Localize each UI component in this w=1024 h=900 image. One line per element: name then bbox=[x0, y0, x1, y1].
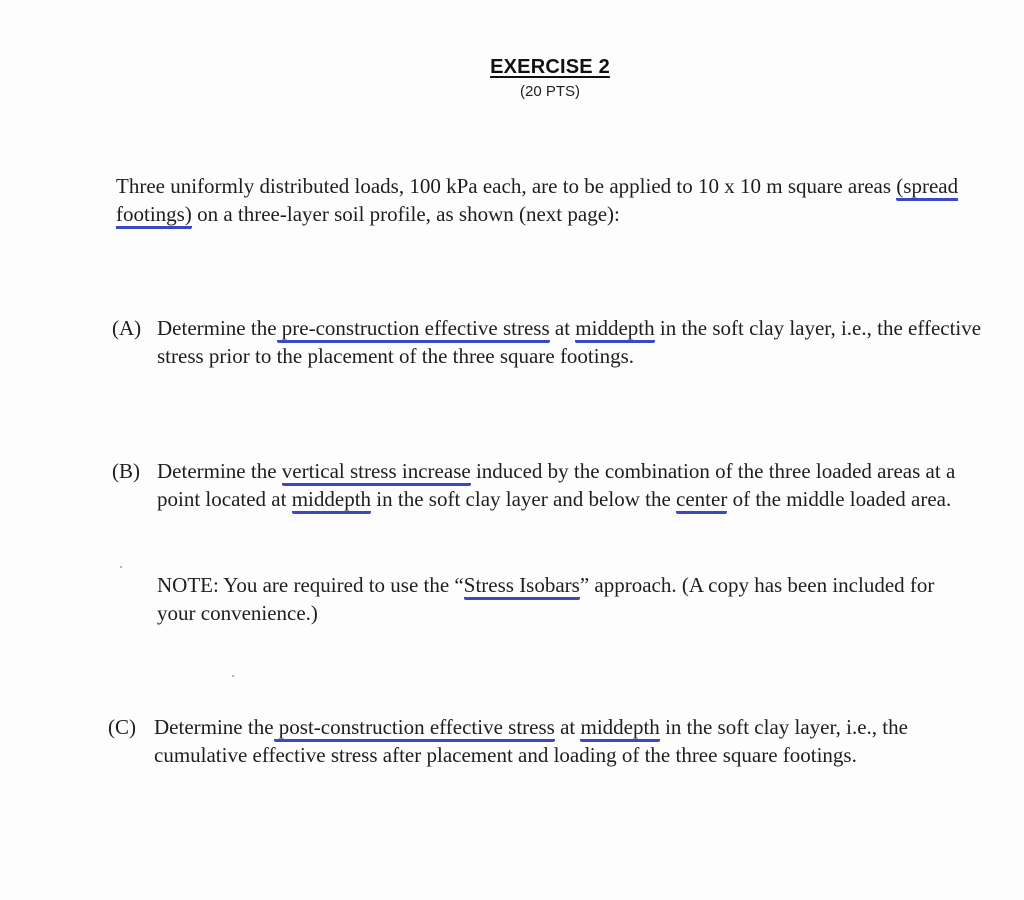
question-a-text-2: at bbox=[549, 316, 576, 340]
exercise-points: (20 PTS) bbox=[519, 83, 580, 100]
question-b-text-4: of the middle loaded area. bbox=[727, 487, 952, 511]
question-c-text-1: Determine the bbox=[154, 715, 274, 739]
question-c-text bbox=[154, 713, 988, 769]
question-a bbox=[112, 314, 992, 370]
question-b-underlined-3: center bbox=[676, 487, 727, 514]
question-c bbox=[108, 713, 988, 769]
question-a-underlined-1: pre-construction effective stress bbox=[277, 316, 550, 343]
question-c-text-2: at bbox=[554, 715, 581, 739]
question-b-label: (B) bbox=[112, 459, 140, 483]
question-b-text-3: in the soft clay layer and below the bbox=[371, 487, 677, 511]
question-c-text-3: in the soft clay layer, i.e., the cumulative effective stress after placement and loading of the three square footings. bbox=[154, 715, 908, 767]
note-paragraph bbox=[157, 571, 977, 627]
intro-paragraph bbox=[116, 172, 996, 228]
question-a-text-1: Determine the bbox=[157, 316, 277, 340]
note-text-2: ” approach. (A copy has been included for your convenience.) bbox=[157, 573, 935, 625]
question-a-text-3: in the soft clay layer, i.e., the effective stress prior to the placement of the three square footings. bbox=[157, 316, 982, 368]
question-b-underlined-2: middepth bbox=[292, 487, 371, 514]
question-c-underlined-1: post-construction effective stress bbox=[274, 715, 555, 742]
intro-underlined-spread-footings: (spread footings) bbox=[116, 174, 958, 229]
question-a-text bbox=[157, 314, 992, 370]
scan-speck bbox=[120, 566, 122, 568]
intro-text-2: on a three-layer soil profile, as shown (next page): bbox=[191, 202, 620, 226]
scan-speck bbox=[232, 675, 234, 677]
note-underlined-stress-isobars: Stress Isobars bbox=[464, 573, 580, 600]
question-a-label: (A) bbox=[112, 316, 142, 340]
exercise-title: EXERCISE 2 bbox=[490, 56, 610, 78]
question-a-underlined-2: middepth bbox=[575, 316, 654, 343]
question-b-underlined-1: vertical stress increase bbox=[282, 459, 471, 486]
question-c-label: (C) bbox=[108, 715, 136, 739]
question-b-text-1: Determine the bbox=[157, 459, 282, 483]
note-text-1: NOTE: You are required to use the “ bbox=[157, 573, 464, 597]
question-c-underlined-2: middepth bbox=[580, 715, 659, 742]
question-b bbox=[112, 457, 992, 513]
question-b-text-2: induced by the combination of the three loaded areas at a point located at bbox=[157, 459, 956, 511]
question-b-text bbox=[157, 457, 992, 513]
intro-text-1: Three uniformly distributed loads, 100 kPa each, are to be applied to 10 x 10 m square areas bbox=[116, 174, 897, 198]
